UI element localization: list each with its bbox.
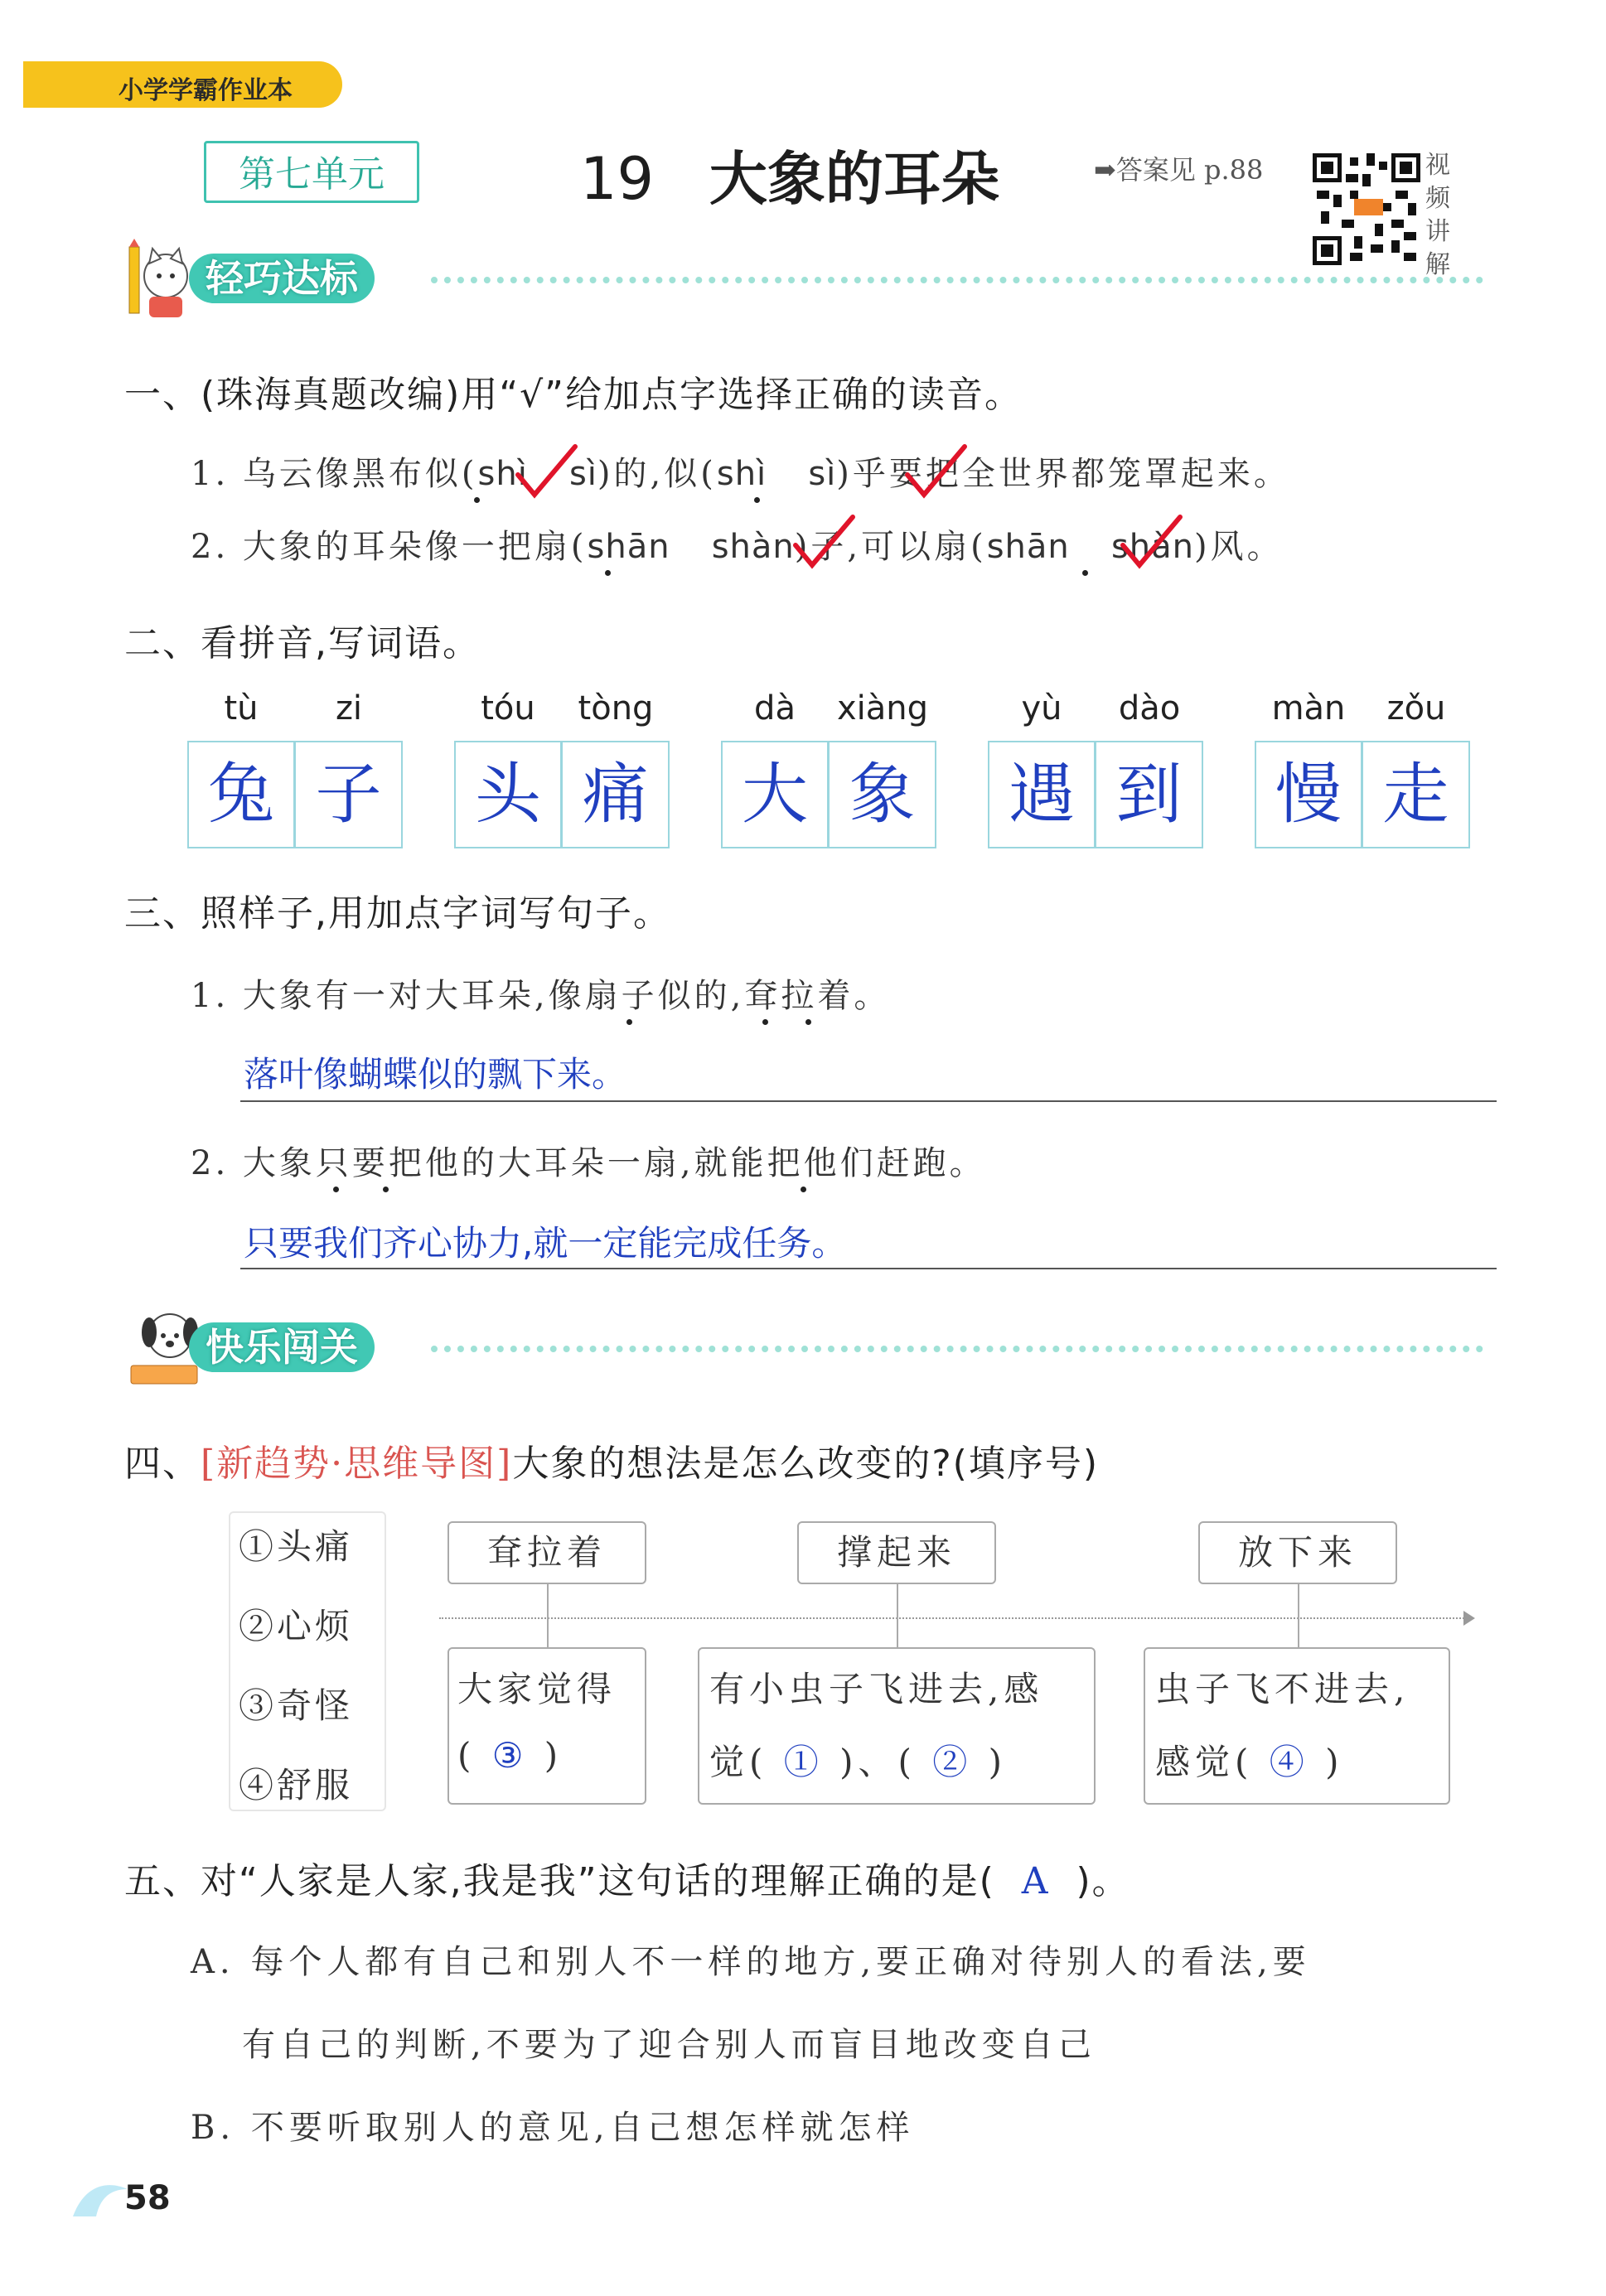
mindmap-option-1: ①头痛 — [239, 1526, 354, 1567]
q1-l1-opt1: shì — [477, 455, 528, 493]
emphasis-dot — [754, 497, 760, 503]
section-banner-label: 快乐闯关 — [189, 1322, 375, 1372]
mindmap-answer[interactable]: ④ — [1269, 1742, 1309, 1782]
answer-reference[interactable] — [1094, 149, 1263, 187]
mindmap-stage-2-label: 撑起来 — [797, 1521, 996, 1584]
connector — [1298, 1584, 1299, 1647]
q3-title: 三、照样子,用加点字词写句子。 — [124, 892, 671, 935]
emphasis-dot — [801, 1187, 806, 1192]
q5-option-b[interactable]: B. 不要听取别人的意见,自己想怎样就怎样 — [191, 2109, 915, 2147]
answer-line — [240, 1268, 1497, 1269]
q5-title: 五、对“人家是人家,我是我”这句话的理解正确的是( A )。 — [124, 1860, 1130, 1902]
timeline-arrow — [439, 1617, 1467, 1619]
lesson-title-text: 大象的耳朵 — [709, 145, 999, 213]
page-title — [580, 133, 999, 216]
answer-ref-text: 答案见 p.88 — [1115, 154, 1264, 186]
char-box[interactable]: 痛 — [562, 741, 670, 848]
arrow-right-icon: ➡ — [1094, 154, 1116, 186]
char-box[interactable]: 走 — [1362, 741, 1470, 848]
q4-tag: [新趋势·思维导图] — [201, 1443, 513, 1485]
emphasis-dot — [474, 497, 480, 503]
connector — [547, 1584, 549, 1647]
section-banner-label: 轻巧达标 — [189, 254, 375, 303]
q5-answer[interactable]: A — [1021, 1860, 1050, 1902]
char-box[interactable]: 头 — [454, 741, 562, 848]
emphasis-dot — [762, 1019, 768, 1025]
q1-line1: 1. 乌云像黑布似(shì sì)的,似(shì sì)乎要把全世界都笼罩起来。 — [191, 455, 1290, 493]
emphasis-dot — [626, 1019, 632, 1025]
emphasis-dot — [605, 570, 611, 576]
q3-answer-2[interactable]: 只要我们齐心协力,就一定能完成任务。 — [244, 1223, 847, 1264]
q4-title: 四、[新趋势·思维导图]大象的想法是怎么改变的?(填序号) — [124, 1443, 1100, 1485]
emphasis-dot — [1082, 570, 1088, 576]
cat-mascot-icon — [124, 239, 199, 321]
q5-option-a-line1[interactable]: A. 每个人都有自己和别人不一样的地方,要正确对待别人的看法,要 — [191, 1943, 1311, 1981]
char-box[interactable]: 遇 — [988, 741, 1096, 848]
mindmap-answer[interactable]: ③ — [491, 1735, 529, 1776]
emphasis-dot — [383, 1187, 389, 1192]
q5-option-a-line2[interactable]: 有自己的判断,不要为了迎合别人而盲目地改变自己 — [242, 2026, 1096, 2064]
mindmap-option-3: ③奇怪 — [239, 1685, 354, 1726]
q3-answer-1[interactable]: 落叶像蝴蝶似的飘下来。 — [244, 1054, 627, 1095]
section-banner-easy — [124, 247, 1483, 313]
section-banner-fun — [124, 1316, 1483, 1382]
dotted-divider — [431, 1346, 1483, 1352]
emphasis-dot — [333, 1187, 339, 1192]
brand-tag — [23, 61, 342, 108]
mindmap-stage-3-box: 虫子飞不进去, 感觉( ④ ) — [1144, 1647, 1450, 1805]
connector — [897, 1584, 898, 1647]
unit-label: 第七单元 — [204, 141, 419, 203]
mindmap-stage-2-box: 有小虫子飞进去,感 觉( ① )、( ② ) — [698, 1647, 1096, 1805]
q1-l1-opt3: shì — [716, 455, 767, 493]
page-number: 58 — [124, 2179, 171, 2217]
q1-l1-opt4: sì — [808, 455, 837, 493]
mindmap-option-2: ②心烦 — [239, 1606, 354, 1646]
mindmap-option-4: ④舒服 — [239, 1765, 354, 1805]
mindmap-answer[interactable]: ① — [783, 1742, 824, 1782]
mindmap-options-box — [229, 1511, 386, 1811]
q1-line2: 2. 大象的耳朵像一把扇(shān shàn)子,可以扇(shān shàn)风。 — [191, 528, 1284, 566]
emphasis-dot — [805, 1019, 811, 1025]
mindmap-stage-1-box: 大家觉得 ( ③ ) — [447, 1647, 646, 1805]
char-box[interactable]: 大 — [721, 741, 829, 848]
check-mark-icon — [791, 514, 858, 572]
q3-item2: 2. 大象只要把他的大耳朵一扇,就能把他们赶跑。 — [191, 1144, 986, 1182]
char-box[interactable]: 到 — [1096, 741, 1203, 848]
wave-decoration-icon — [71, 2171, 129, 2221]
q1-l2-opt2: shàn — [711, 528, 795, 566]
dotted-divider — [431, 277, 1483, 283]
check-mark-icon — [903, 443, 970, 501]
answer-line — [240, 1100, 1497, 1102]
q3-item1: 1. 大象有一对大耳朵,像扇子似的,耷拉着。 — [191, 977, 891, 1015]
q1-l2-opt4: shàn — [1110, 528, 1194, 566]
lesson-number: 19 — [580, 145, 655, 213]
mindmap-stage-3-label: 放下来 — [1198, 1521, 1397, 1584]
check-mark-icon — [514, 443, 580, 501]
q1-l2-opt3: shān — [986, 528, 1070, 566]
mindmap-answer[interactable]: ② — [932, 1742, 973, 1782]
char-box[interactable]: 慢 — [1255, 741, 1362, 848]
char-box[interactable]: 子 — [295, 741, 403, 848]
video-explain-label[interactable]: 视频讲解 — [1425, 151, 1450, 279]
arrow-right-icon — [1463, 1611, 1475, 1626]
q2-title: 二、看拼音,写词语。 — [124, 622, 481, 665]
brand-label: 小学学霸作业本 — [119, 76, 293, 105]
q1-l2-opt1: shān — [587, 528, 670, 566]
q1-l1-opt2: sì — [568, 455, 597, 493]
mindmap-stage-1-label: 耷拉着 — [447, 1521, 646, 1584]
check-mark-icon — [1119, 514, 1185, 572]
q1-title: 一、(珠海真题改编)用“√”给加点字选择正确的读音。 — [124, 374, 1023, 416]
char-box[interactable]: 象 — [829, 741, 936, 848]
char-box[interactable]: 兔 — [187, 741, 295, 848]
